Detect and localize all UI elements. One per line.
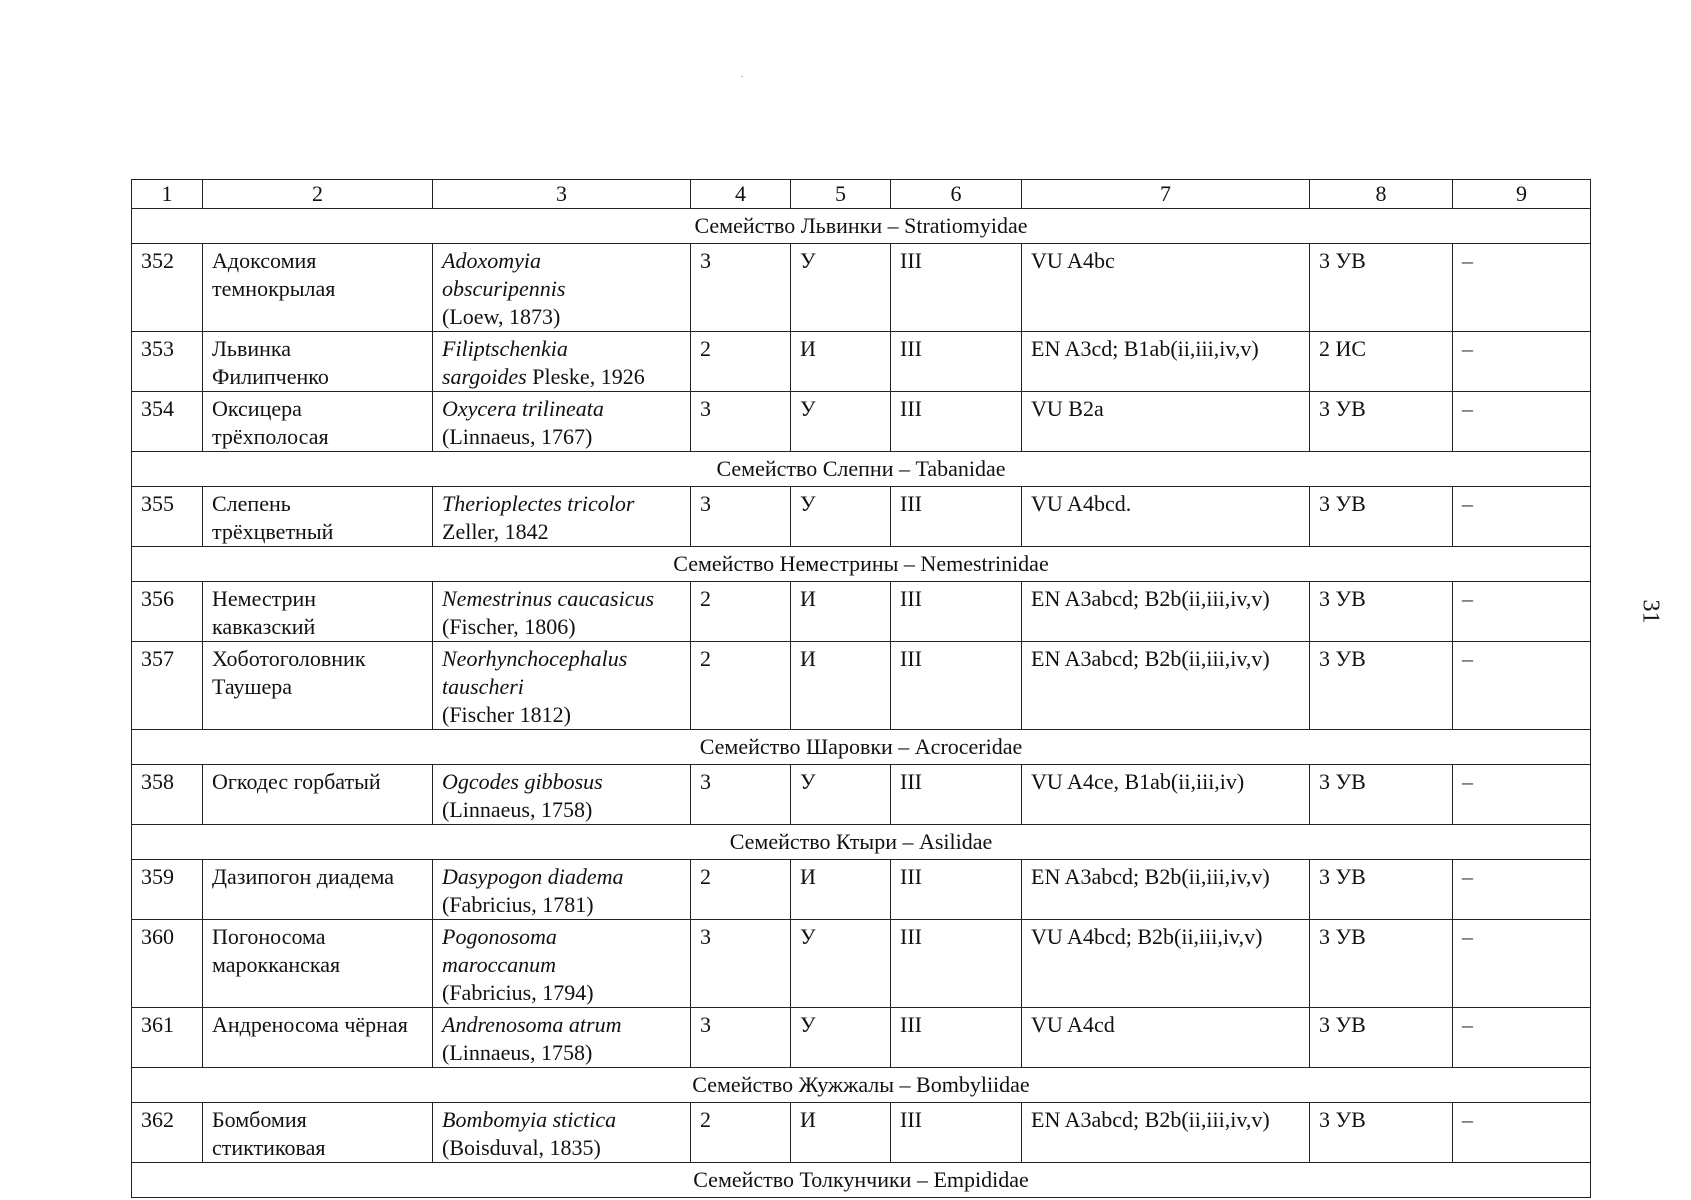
- scientific-name: [433, 765, 691, 825]
- species-row: [132, 392, 1591, 452]
- iucn-category: EN A3abcd; B2b(ii,iii,iv,v): [1022, 642, 1310, 730]
- russian-name-line: Неместрин: [212, 586, 317, 611]
- author-citation: (Linnaeus, 1758): [442, 797, 593, 822]
- species-row: [132, 332, 1591, 392]
- latin-name-part: maroccanum: [442, 952, 557, 977]
- column-5-value: У: [791, 920, 891, 1008]
- column-4-value: 2: [691, 582, 791, 642]
- column-number: 9: [1453, 180, 1591, 209]
- column-5-value: И: [791, 582, 891, 642]
- iucn-category: VU A4cd: [1022, 1008, 1310, 1068]
- column-8-value: 3 УВ: [1310, 920, 1453, 1008]
- latin-name-part: Pogonosoma: [442, 924, 557, 949]
- column-4-value: 2: [691, 642, 791, 730]
- family-header-row: [132, 209, 1591, 244]
- family-header: Семейство Львинки – Stratiomyidae: [132, 209, 1591, 244]
- author-citation: (Boisduval, 1835): [442, 1135, 601, 1160]
- russian-name: [203, 860, 433, 920]
- russian-name: [203, 244, 433, 332]
- scientific-name: [433, 1103, 691, 1163]
- column-9-value: –: [1453, 392, 1591, 452]
- author-citation: Pleske, 1926: [526, 364, 645, 389]
- species-row: [132, 1008, 1591, 1068]
- species-number: 358: [132, 765, 203, 825]
- species-number: 359: [132, 860, 203, 920]
- iucn-category: VU A4bcd.: [1022, 487, 1310, 547]
- latin-name-part: sargoides: [442, 364, 527, 389]
- column-8-value: 3 УВ: [1310, 1103, 1453, 1163]
- column-number-row: [132, 180, 1591, 209]
- species-row: [132, 244, 1591, 332]
- species-row: [132, 487, 1591, 547]
- column-number: 1: [132, 180, 203, 209]
- column-number: 6: [891, 180, 1022, 209]
- russian-name-line: трёхцветный: [212, 519, 334, 544]
- species-number: 355: [132, 487, 203, 547]
- family-header: Семейство Неместрины – Nemestrinidae: [132, 547, 1591, 582]
- column-4-value: 3: [691, 392, 791, 452]
- scientific-name: [433, 860, 691, 920]
- column-6-value: III: [891, 642, 1022, 730]
- column-9-value: –: [1453, 1008, 1591, 1068]
- column-4-value: 2: [691, 332, 791, 392]
- iucn-category: EN A3cd; B1ab(ii,iii,iv,v): [1022, 332, 1310, 392]
- russian-name-line: Адоксомия: [212, 248, 317, 273]
- column-6-value: III: [891, 392, 1022, 452]
- author-citation: (Linnaeus, 1758): [442, 1040, 593, 1065]
- russian-name: [203, 582, 433, 642]
- iucn-category: VU A4ce, B1ab(ii,iii,iv): [1022, 765, 1310, 825]
- russian-name-line: Погоносома: [212, 924, 326, 949]
- species-row: [132, 642, 1591, 730]
- species-number: 353: [132, 332, 203, 392]
- column-6-value: III: [891, 860, 1022, 920]
- russian-name-line: марокканская: [212, 952, 341, 977]
- species-number: 362: [132, 1103, 203, 1163]
- scientific-name: [433, 332, 691, 392]
- author-citation: (Fabricius, 1794): [442, 980, 594, 1005]
- column-5-value: И: [791, 642, 891, 730]
- russian-name-line: Хоботоголовник: [212, 646, 366, 671]
- russian-name: [203, 1103, 433, 1163]
- latin-name-part: tauscheri: [442, 674, 524, 699]
- russian-name-line: Львинка: [212, 336, 292, 361]
- species-number: 352: [132, 244, 203, 332]
- column-6-value: III: [891, 765, 1022, 825]
- column-6-value: III: [891, 920, 1022, 1008]
- russian-name-line: темнокрылая: [212, 276, 336, 301]
- column-5-value: У: [791, 765, 891, 825]
- column-5-value: У: [791, 487, 891, 547]
- russian-name-line: кавказский: [212, 614, 316, 639]
- iucn-category: EN A3abcd; B2b(ii,iii,iv,v): [1022, 1103, 1310, 1163]
- family-header-row: [132, 825, 1591, 860]
- russian-name: [203, 392, 433, 452]
- column-8-value: 3 УВ: [1310, 765, 1453, 825]
- family-header: Семейство Жужжалы – Bombyliidae: [132, 1068, 1591, 1103]
- russian-name: [203, 1008, 433, 1068]
- author-citation: Zeller, 1842: [442, 519, 549, 544]
- author-citation: (Fischer 1812): [442, 702, 571, 727]
- latin-name-part: Ogcodes gibbosus: [442, 769, 603, 794]
- column-9-value: –: [1453, 860, 1591, 920]
- column-number: 8: [1310, 180, 1453, 209]
- species-number: 361: [132, 1008, 203, 1068]
- column-6-value: III: [891, 487, 1022, 547]
- latin-name-part: Neorhynchocephalus: [442, 646, 628, 671]
- column-5-value: И: [791, 332, 891, 392]
- column-9-value: –: [1453, 1103, 1591, 1163]
- species-number: 354: [132, 392, 203, 452]
- scientific-name: [433, 392, 691, 452]
- column-5-value: У: [791, 392, 891, 452]
- column-9-value: –: [1453, 765, 1591, 825]
- column-5-value: У: [791, 244, 891, 332]
- iucn-category: VU A4bcd; B2b(ii,iii,iv,v): [1022, 920, 1310, 1008]
- russian-name: [203, 642, 433, 730]
- column-8-value: 3 УВ: [1310, 392, 1453, 452]
- scientific-name: [433, 642, 691, 730]
- column-9-value: –: [1453, 920, 1591, 1008]
- latin-name-part: Andrenosoma atrum: [442, 1012, 622, 1037]
- column-9-value: –: [1453, 582, 1591, 642]
- column-4-value: 3: [691, 244, 791, 332]
- scan-speck: [741, 76, 743, 77]
- latin-name-part: Bombomyia stictica: [442, 1107, 617, 1132]
- family-header-row: [132, 1068, 1591, 1103]
- russian-name-line: трёхполосая: [212, 424, 329, 449]
- column-number: 2: [203, 180, 433, 209]
- column-8-value: 3 УВ: [1310, 582, 1453, 642]
- russian-name-line: Дазипогон диадема: [212, 864, 394, 889]
- column-8-value: 3 УВ: [1310, 1008, 1453, 1068]
- latin-name-part: Therioplectes tricolor: [442, 491, 635, 516]
- column-4-value: 3: [691, 765, 791, 825]
- column-5-value: У: [791, 1008, 891, 1068]
- column-4-value: 2: [691, 1103, 791, 1163]
- latin-name-part: Filiptschenkia: [442, 336, 568, 361]
- scientific-name: [433, 582, 691, 642]
- latin-name-part: Nemestrinus caucasicus: [442, 586, 655, 611]
- author-citation: (Linnaeus, 1767): [442, 424, 593, 449]
- latin-name-part: obscuripennis: [442, 276, 566, 301]
- russian-name-line: Таушера: [212, 674, 293, 699]
- column-9-value: –: [1453, 487, 1591, 547]
- species-number: 360: [132, 920, 203, 1008]
- family-header: Семейство Ктыри – Asilidae: [132, 825, 1591, 860]
- family-header-row: [132, 547, 1591, 582]
- column-4-value: 2: [691, 860, 791, 920]
- species-row: [132, 1103, 1591, 1163]
- family-header-row: [132, 452, 1591, 487]
- column-9-value: –: [1453, 244, 1591, 332]
- scientific-name: [433, 920, 691, 1008]
- species-number: 357: [132, 642, 203, 730]
- family-header-row: [132, 730, 1591, 765]
- russian-name-line: Филипченко: [212, 364, 329, 389]
- column-8-value: 3 УВ: [1310, 642, 1453, 730]
- latin-name-part: Dasypogon diadema: [442, 864, 624, 889]
- column-6-value: III: [891, 332, 1022, 392]
- family-header: Семейство Толкунчики – Empididae: [132, 1163, 1591, 1198]
- russian-name-line: Слепень: [212, 491, 291, 516]
- species-row: [132, 582, 1591, 642]
- species-row: [132, 860, 1591, 920]
- iucn-category: EN A3abcd; B2b(ii,iii,iv,v): [1022, 582, 1310, 642]
- scientific-name: [433, 244, 691, 332]
- iucn-category: VU B2a: [1022, 392, 1310, 452]
- column-number: 3: [433, 180, 691, 209]
- iucn-category: VU A4bc: [1022, 244, 1310, 332]
- species-table: [131, 179, 1591, 1198]
- species-number: 356: [132, 582, 203, 642]
- column-8-value: 2 ИС: [1310, 332, 1453, 392]
- author-citation: (Loew, 1873): [442, 304, 561, 329]
- russian-name-line: Оксицера: [212, 396, 302, 421]
- column-5-value: И: [791, 860, 891, 920]
- column-6-value: III: [891, 582, 1022, 642]
- species-row: [132, 920, 1591, 1008]
- column-9-value: –: [1453, 642, 1591, 730]
- family-header: Семейство Слепни – Tabanidae: [132, 452, 1591, 487]
- column-8-value: 3 УВ: [1310, 860, 1453, 920]
- column-8-value: 3 УВ: [1310, 244, 1453, 332]
- species-row: [132, 765, 1591, 825]
- column-number: 7: [1022, 180, 1310, 209]
- author-citation: (Fabricius, 1781): [442, 892, 594, 917]
- column-4-value: 3: [691, 920, 791, 1008]
- russian-name-line: Бомбомия: [212, 1107, 307, 1132]
- scientific-name: [433, 487, 691, 547]
- column-4-value: 3: [691, 487, 791, 547]
- column-8-value: 3 УВ: [1310, 487, 1453, 547]
- russian-name: [203, 920, 433, 1008]
- column-4-value: 3: [691, 1008, 791, 1068]
- scientific-name: [433, 1008, 691, 1068]
- column-6-value: III: [891, 244, 1022, 332]
- russian-name: [203, 487, 433, 547]
- family-header-row: [132, 1163, 1591, 1198]
- column-number: 5: [791, 180, 891, 209]
- russian-name-line: Огкодес горбатый: [212, 769, 381, 794]
- russian-name-line: Андреносома чёрная: [212, 1012, 408, 1037]
- column-number: 4: [691, 180, 791, 209]
- column-9-value: –: [1453, 332, 1591, 392]
- latin-name-part: Oxycera trilineata: [442, 396, 604, 421]
- russian-name-line: стиктиковая: [212, 1135, 326, 1160]
- iucn-category: EN A3abcd; B2b(ii,iii,iv,v): [1022, 860, 1310, 920]
- author-citation: (Fischer, 1806): [442, 614, 576, 639]
- table-body: [132, 180, 1591, 1198]
- russian-name: [203, 765, 433, 825]
- column-5-value: И: [791, 1103, 891, 1163]
- russian-name: [203, 332, 433, 392]
- column-6-value: III: [891, 1103, 1022, 1163]
- page-number: 31: [1637, 599, 1664, 624]
- family-header: Семейство Шаровки – Acroceridae: [132, 730, 1591, 765]
- column-6-value: III: [891, 1008, 1022, 1068]
- latin-name-part: Adoxomyia: [442, 248, 541, 273]
